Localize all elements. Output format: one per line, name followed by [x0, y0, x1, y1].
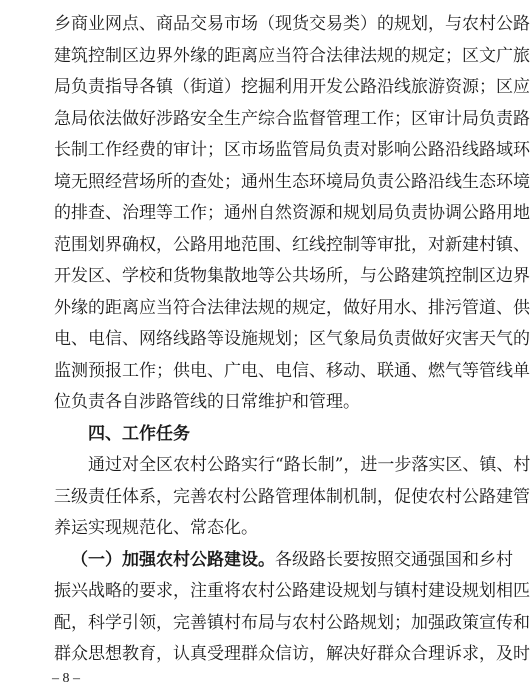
paragraph-3-text: 各级路长要按照交通强国和乡村: [275, 550, 513, 570]
page-number: – 8 –: [52, 671, 80, 686]
paragraph-1-line: 监测预报工作；供电、广电、电信、移动、联通、燃气等管线单: [54, 361, 530, 381]
paragraph-1-line: 境无照经营场所的查处；通州生态环境局负责公路沿线生态环境: [54, 172, 530, 192]
subsection-title: （一）加强农村公路建设。: [71, 550, 275, 570]
section-heading: 四、工作任务: [88, 424, 190, 444]
paragraph-1-line: 乡商业网点、商品交易市场（现货交易类）的规划，与农村公路: [54, 14, 530, 34]
paragraph-2-line: 通过对全区农村公路实行“路长制”，进一步落实区、镇、村: [88, 455, 530, 475]
paragraph-1-line: 局负责指导各镇（街道）挖掘利用开发公路沿线旅游资源；区应: [54, 77, 530, 97]
paragraph-1-line: 建筑控制区边界外缘的距离应当符合法律法规的规定；区文广旅: [54, 46, 530, 66]
paragraph-3-line: 群众思想教育，认真受理群众信访，解决好群众合理诉求，及时: [54, 644, 530, 664]
paragraph-1-line: 外缘的距离应当符合法律法规的规定，做好用水、排污管道、供: [54, 298, 530, 318]
paragraph-1-line: 的排查、治理等工作；通州自然资源和规划局负责协调公路用地: [54, 203, 530, 223]
paragraph-2-line: 养运实现规范化、常态化。: [54, 518, 258, 538]
paragraph-1-line: 电、电信、网络线路等设施规划；区气象局负责做好灾害天气的: [54, 329, 530, 349]
paragraph-3-first-line: [71, 548, 513, 572]
paragraph-1-line: 开发区、学校和货物集散地等公共场所，与公路建筑控制区边界: [54, 266, 530, 286]
paragraph-1-line: 长制工作经费的审计；区市场监管局负责对影响公路沿线路域环: [54, 140, 530, 160]
paragraph-2-line: 三级责任体系，完善农村公路管理体制机制，促使农村公路建管: [54, 487, 530, 507]
paragraph-1-line: 位负责各自涉路管线的日常维护和管理。: [54, 392, 360, 412]
paragraph-3-line: 振兴战略的要求，注重将农村公路建设规划与镇村建设规划相匹: [54, 581, 530, 601]
paragraph-1-line: 范围划界确权，公路用地范围、红线控制等审批，对新建村镇、: [54, 235, 530, 255]
paragraph-1-line: 急局依法做好涉路安全生产综合监督管理工作；区审计局负责路: [54, 109, 530, 129]
paragraph-3-line: 配，科学引领，完善镇村布局与农村公路规划；加强政策宣传和: [54, 613, 530, 633]
